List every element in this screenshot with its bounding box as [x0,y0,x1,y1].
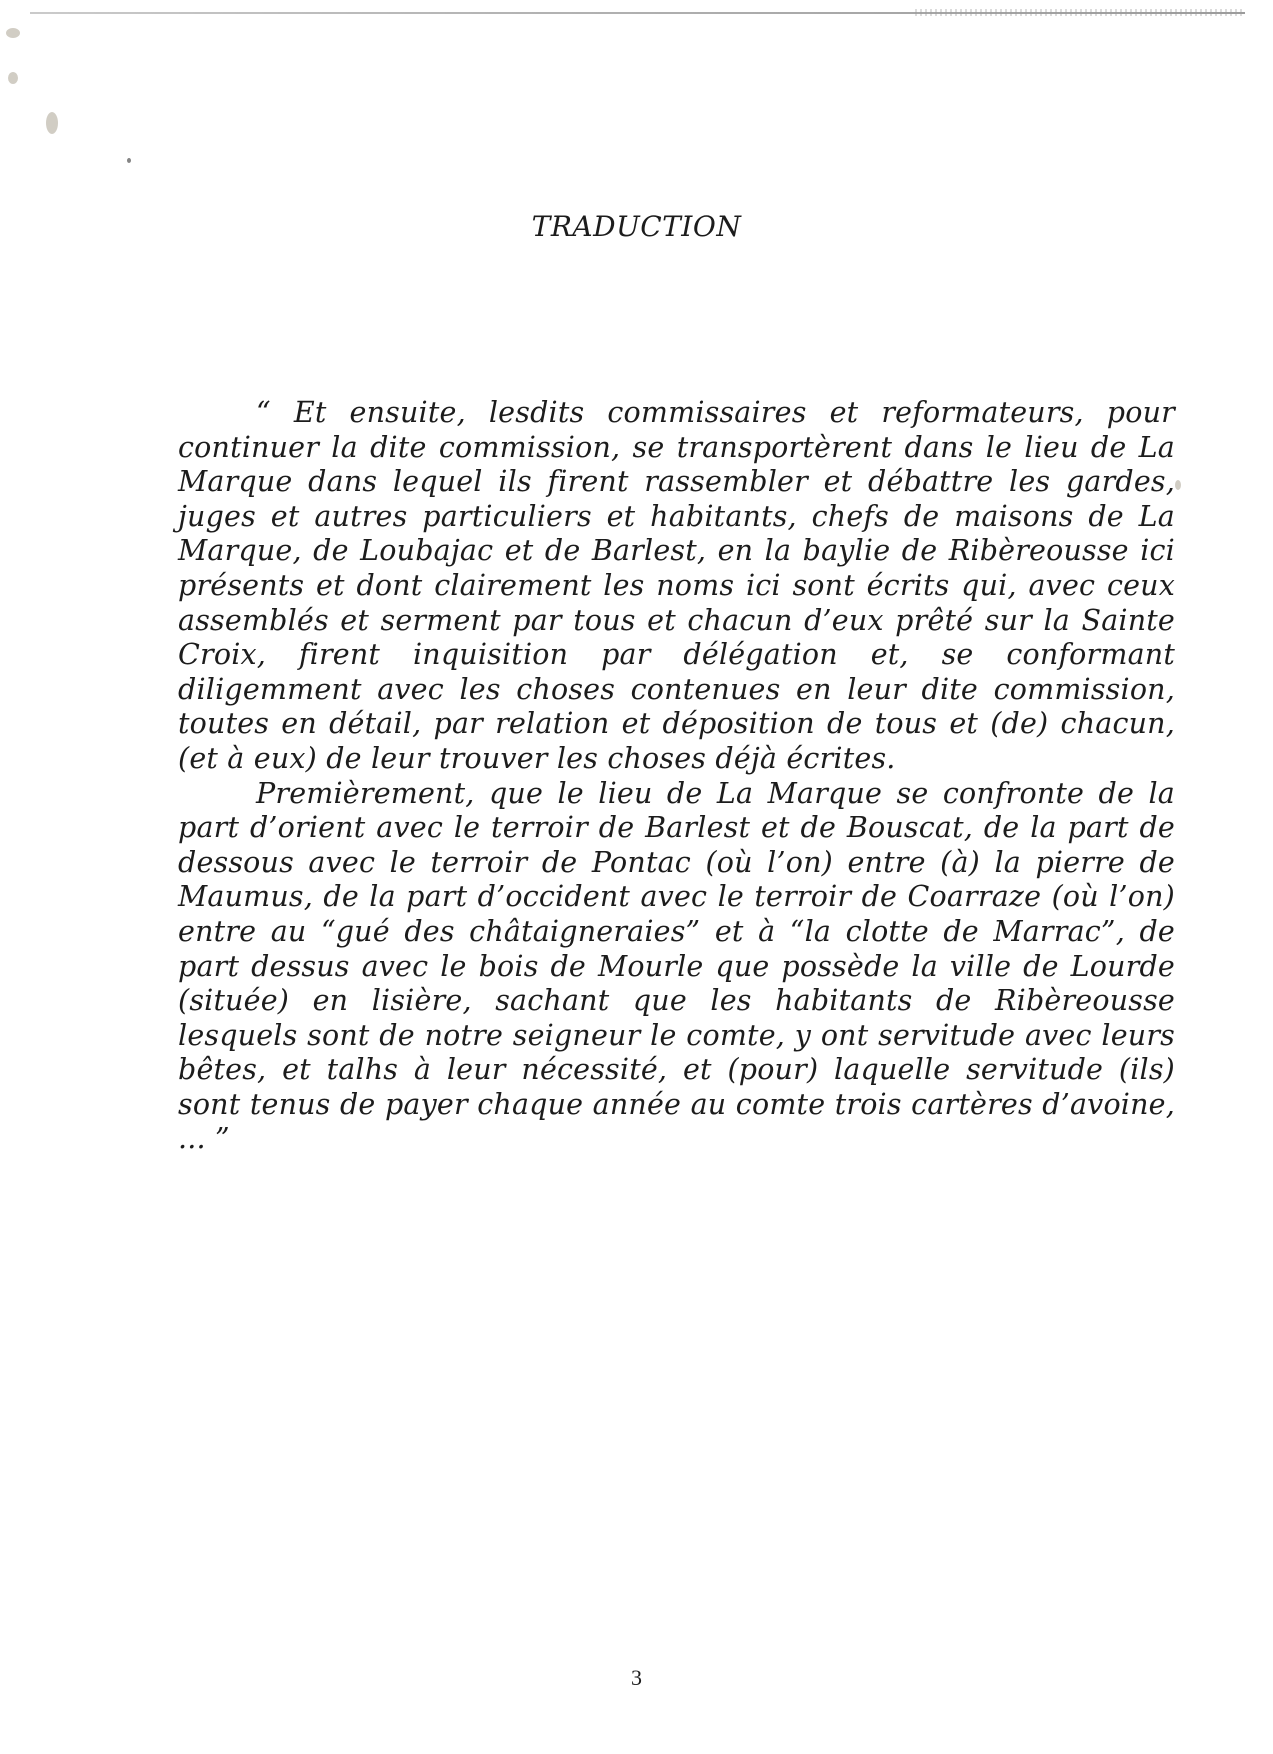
scan-speck [8,72,18,84]
paragraph: Premièrement, que le lieu de La Marque se confronte de la part d’orient avec le terroir de Barlest et de Bouscat, de la part de dessous avec le terroir de Pontac (où l’on) entre (à) la pierre de Maumus, de la part d’occident avec le terroir de Coarraze (où l’on) entre au “gué des châtaigneraies” et à “la clotte de Marrac”, de part dessus avec le bois de Mourle que possède la ville de Lourde (située) en lisière, sachant que les habitants de Ribèreousse lesquels sont de notre seigneur le comte, y ont servitude avec leurs bêtes, et talhs à leur nécessité, et (pour) laquelle servitude (ils) sont tenus de payer chaque année au comte trois cartères d’avoine, ... ” [178,776,1175,1156]
page-title: TRADUCTION [531,210,742,243]
paragraph: “ Et ensuite, lesdits commissaires et reformateurs, pour continuer la dite commission, se transportèrent dans le lieu de La Marque dans lequel ils firent rassembler et débattre les gardes, juges et autres particuliers et habitants, chefs de maisons de La Marque, de Loubajac et de Barlest, en la baylie de Ribèreousse ici présents et dont clairement les noms ici sont écrits qui, avec ceux assemblés et serment par tous et chacun d’eux prêté sur la Sainte Croix, firent inquisition par délégation et, se conformant diligemment avec les choses contenues en leur dite commission, toutes en détail, par relation et déposition de tous et (de) chacun, (et à eux) de leur trouver les choses déjà écrites. [178,396,1175,775]
scan-speck [6,28,20,38]
scan-speck [1175,480,1181,490]
translation-body [178,396,1175,1157]
scan-edge-noise [915,9,1245,16]
scan-speck [127,158,131,163]
page-number: 3 [631,1665,642,1690]
scan-speck [46,112,58,134]
